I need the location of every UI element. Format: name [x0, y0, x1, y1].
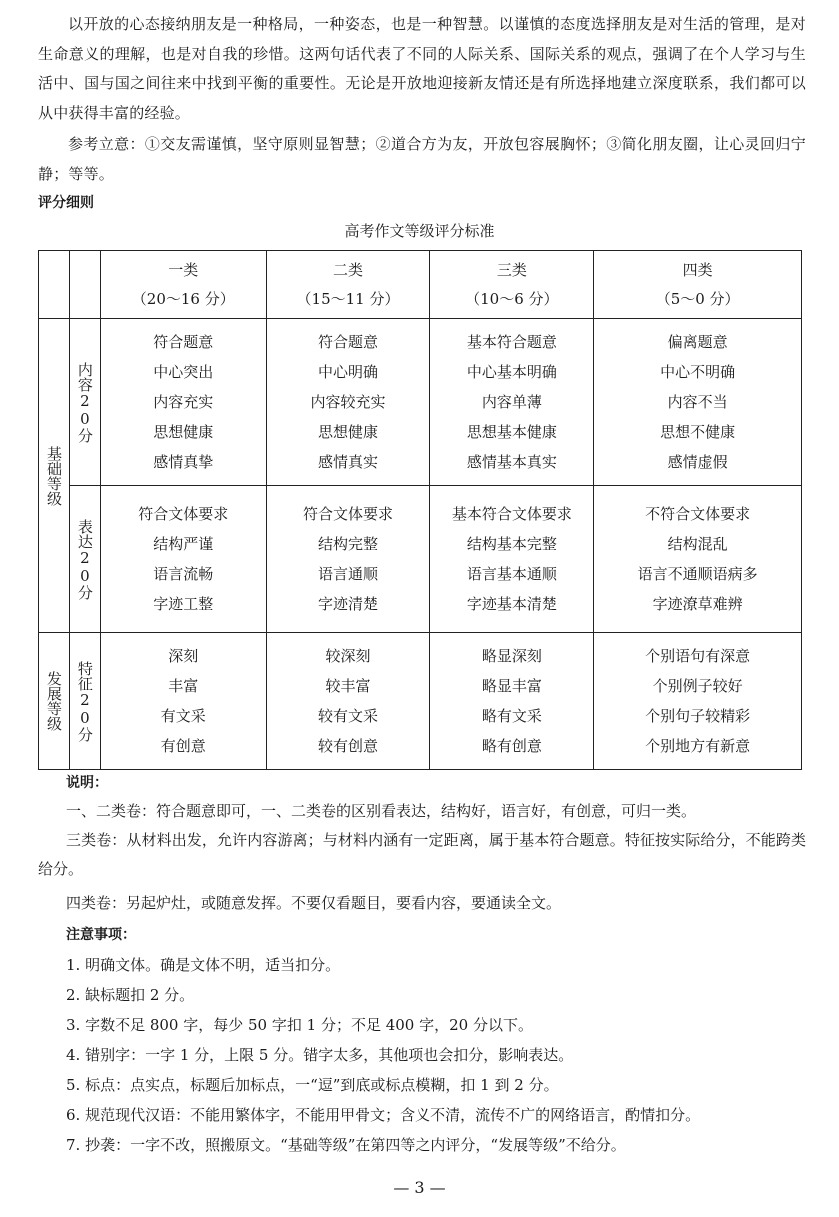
column-header: 一类 （20～16 分）	[100, 251, 266, 319]
column-header: 三类 （10～6 分）	[430, 251, 594, 319]
table-cell: 较深刻 较丰富 较有文采 较有创意	[266, 633, 430, 770]
attention-heading: 注意事项：	[66, 927, 136, 943]
table-row-content	[39, 319, 802, 486]
table-row-feature	[39, 633, 802, 770]
row-label-feature: 特征20分	[69, 633, 100, 770]
table-row-expression	[39, 486, 802, 633]
attention-item: 7. 抄袭：一字不改，照搬原文。“基础等级”在第四等之内评分，“发展等级”不给分。	[66, 1136, 626, 1154]
group-label-develop: 发展等级	[39, 633, 70, 770]
table-title: 高考作文等级评分标准	[344, 222, 495, 240]
scoring-heading: 评分细则	[38, 195, 94, 211]
column-header: 四类 （5～0 分）	[594, 251, 802, 319]
table-cell: 符合文体要求 结构完整 语言通顺 字迹清楚	[266, 486, 430, 633]
row-label-content: 内容20分	[69, 319, 100, 486]
table-cell: 符合文体要求 结构严谨 语言流畅 字迹工整	[100, 486, 266, 633]
table-cell: 个别语句有深意 个别例子较好 个别句子较精彩 个别地方有新意	[594, 633, 802, 770]
attention-item: 5. 标点：点实点，标题后加标点，一“逗”到底或标点模糊，扣 1 到 2 分。	[66, 1076, 559, 1094]
attention-item: 4. 错别字：一字 1 分，上限 5 分。错字太多，其他项也会扣分，影响表达。	[66, 1046, 574, 1064]
row-label-expression: 表达20分	[69, 486, 100, 633]
table-cell: 基本符合题意 中心基本明确 内容单薄 思想基本健康 感情基本真实	[430, 319, 594, 486]
column-header: 二类 （15～11 分）	[266, 251, 430, 319]
corner-cell	[39, 251, 70, 319]
notes-heading: 说明：	[66, 775, 108, 791]
table-cell: 符合题意 中心突出 内容充实 思想健康 感情真挚	[100, 319, 266, 486]
reference-ideas-paragraph: 参考立意：①交友需谨慎，坚守原则显智慧；②道合方为友，开放包容展胸怀；③简化朋友圈，让心灵回归宁静；等等。	[38, 135, 806, 183]
page-number: — 3 —	[393, 1178, 446, 1197]
group-label-basic: 基础等级	[39, 319, 70, 633]
note-line: 一、二类卷：符合题意即可，一、二类卷的区别看表达，结构好，语言好，有创意，可归一类。	[66, 802, 697, 820]
table-cell: 不符合文体要求 结构混乱 语言不通顺语病多 字迹潦草难辨	[594, 486, 802, 633]
note-line: 三类卷：从材料出发，允许内容游离；与材料内涵有一定距离，属于基本符合题意。特征按实际给分，不能跨类给分。	[38, 831, 806, 878]
table-cell: 偏离题意 中心不明确 内容不当 思想不健康 感情虚假	[594, 319, 802, 486]
attention-item: 1. 明确文体。确是文体不明，适当扣分。	[66, 956, 341, 974]
table-cell: 略显深刻 略显丰富 略有文采 略有创意	[430, 633, 594, 770]
note-line: 四类卷：另起炉灶，或随意发挥。不要仅看题目，要看内容，要通读全文。	[66, 894, 562, 912]
intro-paragraph: 以开放的心态接纳朋友是一种格局，一种姿态，也是一种智慧。以谨慎的态度选择朋友是对生活的管理，是对生命意义的理解，也是对自我的珍惜。这两句话代表了不同的人际关系、国际关系的观点，强调了在个人学习与生活中、国与国之间往来中找到平衡的重要性。无论是开放地迎接新友情还是有所选择地建立深度联系，我们都可以从中获得丰富的经验。	[38, 15, 806, 122]
table-cell: 符合题意 中心明确 内容较充实 思想健康 感情真实	[266, 319, 430, 486]
attention-item: 6. 规范现代汉语：不能用繁体字，不能用甲骨文；含义不清，流传不广的网络语言，酌情扣分。	[66, 1106, 701, 1124]
corner-cell	[69, 251, 100, 319]
table-cell: 基本符合文体要求 结构基本完整 语言基本通顺 字迹基本清楚	[430, 486, 594, 633]
grading-table	[38, 250, 802, 770]
attention-item: 3. 字数不足 800 字，每少 50 字扣 1 分；不足 400 字，20 分以下。	[66, 1016, 533, 1034]
attention-item: 2. 缺标题扣 2 分。	[66, 986, 195, 1004]
table-cell: 深刻 丰富 有文采 有创意	[100, 633, 266, 770]
table-header-row	[39, 251, 802, 319]
